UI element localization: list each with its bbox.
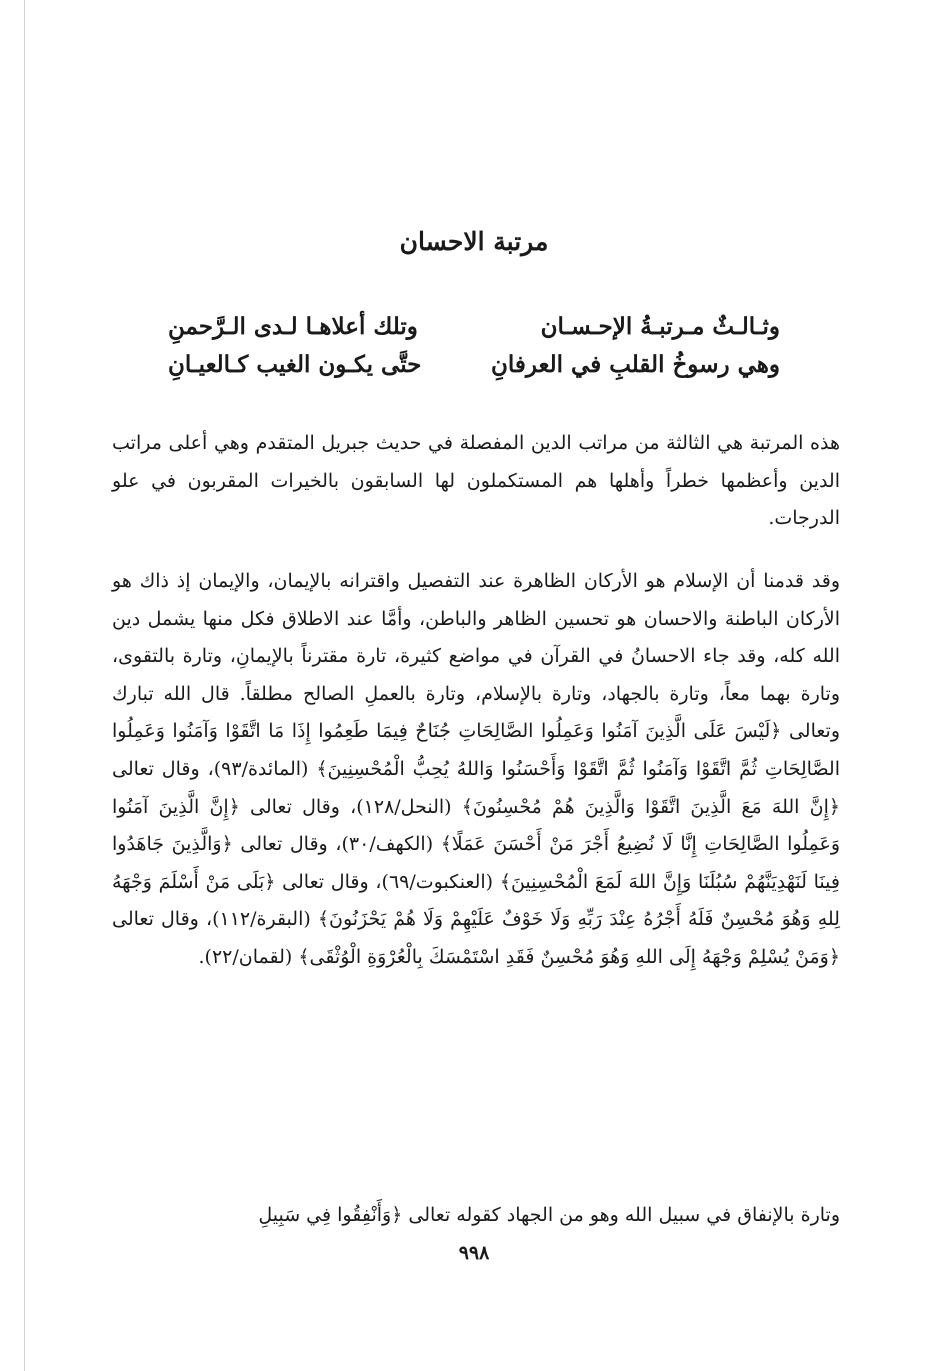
page-number: ٩٩٨ [458, 1242, 490, 1264]
poem-line-2-left-hemistich: حتَّى يكـون الغيب كـالعيـانِ [168, 351, 422, 378]
paragraph-1: هذه المرتبة هي الثالثة من مراتب الدين المفصلة في حديث جبريل المتقدم وهي أعلى مراتب الدين وأعظمها خطراً وأهلها هم المستكملون لها السابقون بالخيرات المقربون في علو الدرجات. [112, 432, 840, 530]
poem-line-2-right-hemistich: وهي رسوخُ القلبِ في العرفانِ [490, 351, 780, 378]
paragraph-2: وقد قدمنا أن الإسلام هو الأركان الظاهرة عند التفصيل واقترانه بالإيمان، والإيمان إذ ذاك هو الأركان الباطنة والاحسان هو تحسين الظاهر والباطن، وأمَّا عند الاطلاق فكل منها يشمل دين الله كله، وقد جاء الاحسانُ في القرآن في مواضع كثيرة، تارة مقترناً بالإيمانِ، وتارة بالتقوى، وتارة بهما معاً، وتارة بالجهاد، وتارة بالإسلام، وتارة بالعملِ الصالح مطلقاً. قال الله تبارك وتعالى ﴿لَيْسَ عَلَى الَّذِينَ آمَنُوا وَعَمِلُوا الصَّالِحَاتِ جُنَاحٌ فِيمَا طَعِمُوا إِذَا مَا اتَّقَوْا وَآمَنُوا وَعَمِلُوا الصَّالِحَاتِ ثُمَّ اتَّقَوْا وَآمَنُوا ثُمَّ اتَّقَوْا وَأَحْسَنُوا وَاللهُ يُحِبُّ الْمُحْسِنِينَ﴾ (المائدة/٩٣)، وقال تعالى ﴿إِنَّ اللهَ مَعَ الَّذِينَ اتَّقَوْا وَالَّذِينَ هُمْ مُحْسِنُونَ﴾ (النحل/١٢٨)، وقال تعالى ﴿إِنَّ الَّذِينَ آمَنُوا وَعَمِلُوا الصَّالِحَاتِ إِنَّا لَا نُضِيعُ أَجْرَ مَنْ أَحْسَنَ عَمَلًا﴾ (الكهف/٣٠)، وقال تعالى ﴿وَالَّذِينَ جَاهَدُوا فِينَا لَنَهْدِيَنَّهُمْ سُبُلَنَا وَإِنَّ اللهَ لَمَعَ الْمُحْسِنِينَ﴾ (العنكبوت/٦٩)، وقال تعالى ﴿بَلَى مَنْ أَسْلَمَ وَجْهَهُ لِلهِ وَهُوَ مُحْسِنٌ فَلَهُ أَجْرُهُ عِنْدَ رَبِّهِ وَلَا خَوْفٌ عَلَيْهِمْ وَلَا هُمْ يَحْزَنُونَ﴾ (البقرة/١١٢)، وقال تعالى ﴿وَمَنْ يُسْلِمْ وَجْهَهُ إِلَى اللهِ وَهُوَ مُحْسِنٌ فَقَدِ اسْتَمْسَكَ بِالْعُرْوَةِ الْوُثْقَى﴾ (لقمان/٢٢). [112, 570, 840, 968]
poem-line-1 [168, 308, 780, 346]
chapter-title: مرتبة الاحسان [399, 227, 549, 256]
poem-verse-1 [168, 308, 780, 346]
poem-line-1-left-hemistich: وتلك أعلاهـا لـدى الـرَّحمنِ [168, 313, 418, 340]
paragraph-3: وتارة بالإنفاق في سبيل الله وهو من الجهاد كقوله تعالى ﴿وَأَنْفِقُوا فِي سَبِيلِ [258, 1204, 840, 1226]
poem-line-1-right-hemistich: وثـالـثٌ مـرتبـةُ الإحـسـان [540, 313, 780, 340]
poem-verse-2 [168, 346, 780, 384]
page-edge-line [24, 0, 25, 1371]
poem-line-2 [168, 346, 780, 384]
